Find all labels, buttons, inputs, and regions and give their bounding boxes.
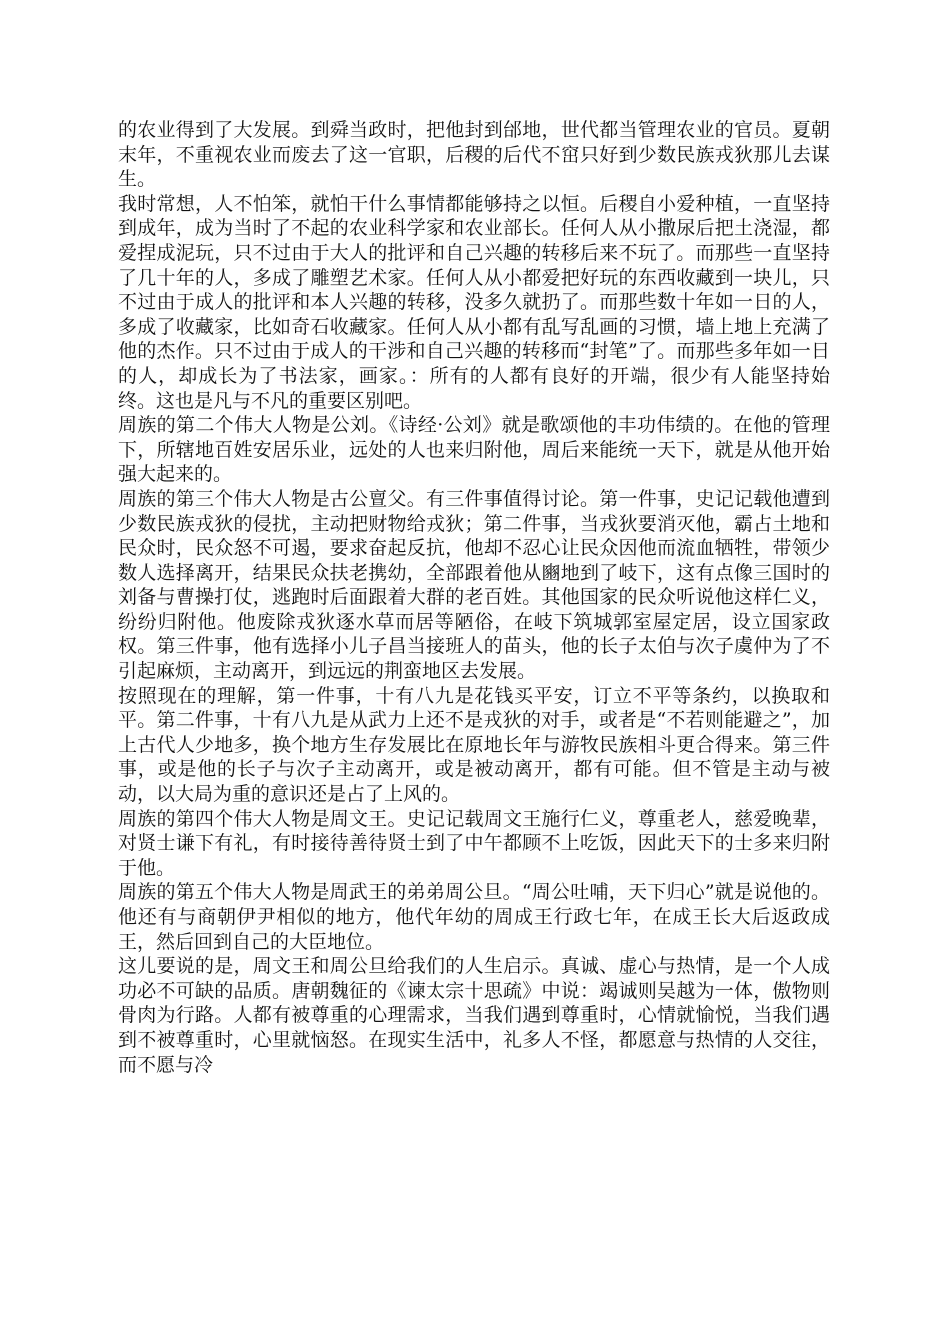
paragraph-1: 的农业得到了大发展。到舜当政时，把他封到邰地，世代都当管理农业的官员。夏朝末年，不重视农业而废去了这一官职，后稷的后代不窋只好到少数民族戎狄那儿去谋生。 [118,119,830,191]
paragraph-4: 周族的第三个伟大人物是古公亶父。有三件事值得讨论。第一件事，史记记载他遭到少数民族戎狄的侵扰，主动把财物给戎狄；第二件事，当戎狄要消灭他，霸占土地和民众时，民众怒不可遏，要求奋起反抗，他却不忍心让民众因他而流血牺牲，带领少数人选择离开，结果民众扶老携幼，全部跟着他从豳地到了岐下，这有点像三国时的刘备与曹操打仗，逃跑时后面跟着大群的老百姓。其他国家的民众听说他这样仁义，纷纷归附他。他废除戎狄逐水草而居等陋俗，在岐下筑城郭室屋定居，设立国家政权。第三件事，他有选择小儿子昌当接班人的苗头，他的长子太伯与次子虞仲为了不引起麻烦，主动离开，到远远的荆蛮地区去发展。 [118,487,830,683]
paragraph-3: 周族的第二个伟大人物是公刘。《诗经·公刘》就是歌颂他的丰功伟绩的。在他的管理下，所辖地百姓安居乐业，远处的人也来归附他，周后来能统一天下，就是从他开始强大起来的。 [118,414,830,486]
document-body [118,118,830,1077]
paragraph-5: 按照现在的理解，第一件事，十有八九是花钱买平安，订立不平等条约，以换取和平。第二件事，十有八九是从武力上还不是戎狄的对手，或者是“不若则能避之”，加上古代人少地多，换个地方生存发展比在原地长年与游牧民族相斗更合得来。第三件事，或是他的长子与次子主动离开，或是被动离开，都有可能。但不管是主动与被动，以大局为重的意识还是占了上风的。 [118,684,830,806]
paragraph-8: 这儿要说的是，周文王和周公旦给我们的人生启示。真诚、虚心与热情，是一个人成功必不可缺的品质。唐朝魏征的《谏太宗十思疏》中说：竭诚则吴越为一体，傲物则骨肉为行路。人都有被尊重的心理需求，当我们遇到尊重时，心情就愉悦，当我们遇到不被尊重时，心里就恼怒。在现实生活中，礼多人不怪，都愿意与热情的人交往，而不愿与冷 [118,955,830,1076]
paragraph-2: 我时常想，人不怕笨，就怕干什么事情都能够持之以恒。后稷自小爱种植，一直坚持到成年，成为当时了不起的农业科学家和农业部长。任何人从小撒尿后把土浇湿，都爱捏成泥玩，只不过由于大人的批评和自己兴趣的转移后来不玩了。而那些一直坚持了几十年的人，多成了雕塑艺术家。任何人从小都爱把好玩的东西收藏到一块儿，只不过由于成人的批评和本人兴趣的转移，没多久就扔了。而那些数十年如一日的人，多成了收藏家，比如奇石收藏家。任何人从小都有乱写乱画的习惯，墙上地上充满了他的杰作。只不过由于成人的干涉和自己兴趣的转移而“封笔”了。而那些多年如一日的人，却成长为了书法家，画家。：所有的人都有良好的开端，很少有人能坚持始终。这也是凡与不凡的重要区别吧。 [118,192,830,412]
paragraph-7: 周族的第五个伟大人物是周武王的弟弟周公旦。“周公吐哺，天下归心”就是说他的。他还有与商朝伊尹相似的地方，他代年幼的周成王行政七年，在成王长大后返政成王，然后回到自己的大臣地位。 [118,881,830,953]
paragraph-6: 周族的第四个伟大人物是周文王。史记记载周文王施行仁义，尊重老人，慈爱晚辈，对贤士谦下有礼，有时接待善待贤士到了中午都顾不上吃饭，因此天下的士多来归附于他。 [118,807,830,879]
